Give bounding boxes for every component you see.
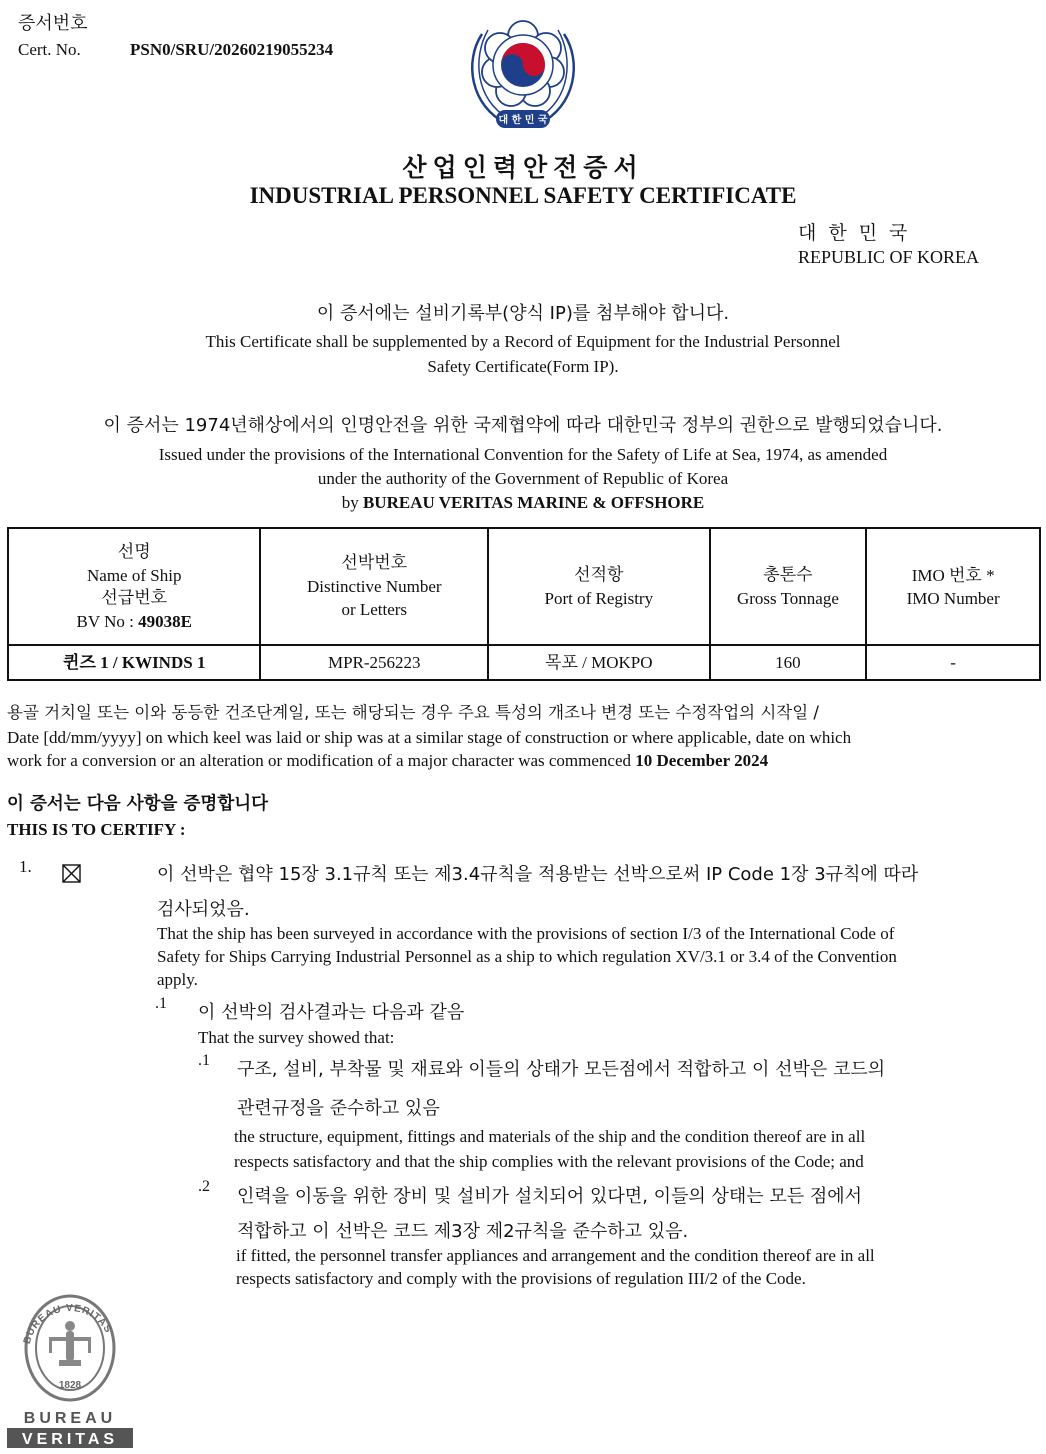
logo-word-bureau: BUREAU [23,1410,117,1427]
keel-date-en-line2-text: work for a conversion or an alteration or modification of a major character was commenced [7,751,632,770]
sub1-item1-en-line1: the structure, equipment, fittings and materials of the ship and the condition thereof are in all [234,1127,866,1146]
gross-tonnage-ko: 총톤수 [763,564,813,585]
issuance-by: by [341,493,359,512]
table-header-row [8,528,1040,645]
sub1-item1-en-line2: respects satisfactory and that the ship complies with the relevant provisions of the Code; and [234,1152,864,1171]
korea-emblem-icon [462,6,584,134]
sub1-item2-ko-line1: 인력을 이동을 위한 장비 및 설비가 설치되어 있다면, 이들의 상태는 모든 점에서 [237,1186,863,1207]
imo-number-en: IMO Number [906,588,1000,608]
item1-en-line3: apply. [157,970,198,989]
sub1-item1-ko-line2: 관련규정을 준수하고 있음 [237,1098,440,1119]
item1-en-line1: That the ship has been surveyed in accordance with the provisions of section I/3 of the International Code of [157,924,895,943]
sub1-item1-number: .1 [198,1052,210,1069]
imo-number-ko: IMO 번호 * [911,565,995,585]
country-ko: 대한민국 [798,222,920,244]
header-distinctive-number [260,528,488,645]
issuance-en-line1: Issued under the provisions of the International Convention for the Safety of Life at Sea, 1974, as amended [158,445,888,464]
header-gross-tonnage [710,528,867,645]
sub1-item1-ko-line1: 구조, 설비, 부착물 및 재료와 이들의 상태가 모든점에서 적합하고 이 선박은 코드의 [237,1059,886,1080]
port-of-registry-ko: 선적항 [574,564,624,585]
keel-date-ko: 용골 거치일 또는 이와 동등한 건조단계일, 또는 해당되는 경우 주요 특성의 개조나 변경 또는 수정작업의 시작일 / [7,703,819,722]
supplement-en-line2: Safety Certificate(Form IP). [427,357,619,376]
distinctive-number-en2: or Letters [341,600,408,619]
name-of-ship-en: Name of Ship [87,565,182,585]
supplement-ko: 이 증서에는 설비기록부(양식 IP)를 첨부해야 합니다. [316,303,730,324]
name-of-ship-ko: 선명 [117,541,151,562]
issuing-organization: BUREAU VERITAS MARINE & OFFSHORE [362,493,705,512]
bv-number-value: 49038E [138,611,192,631]
header-name-of-ship [8,528,260,645]
item1-ko-line2: 검사되었음. [157,899,250,920]
port-of-registry-en: Port of Registry [544,588,654,608]
sub1-item2-ko-line2: 적합하고 이 선박은 코드 제3장 제2규칙을 준수하고 있음. [237,1221,689,1242]
gross-tonnage-value: 160 [710,645,867,680]
header-port-of-registry [488,528,710,645]
logo-word-veritas: VERITAS [21,1431,119,1448]
class-number-ko: 선급번호 [101,587,168,608]
table-row [8,645,1040,680]
cert-no-label-ko: 증서번호 [18,13,88,34]
port-of-registry-cell [488,645,710,680]
ship-particulars-table [7,527,1041,681]
issuance-en-line2: under the authority of the Government of Republic of Korea [317,469,729,488]
title-en: INDUSTRIAL PERSONNEL SAFETY CERTIFICATE [249,183,797,208]
port-value-ko: 목포 [545,652,578,673]
ship-name-ko: 퀸즈 [63,652,96,673]
header-imo-number [866,528,1040,645]
logo-ring-text: BUREAU VERITAS [21,1302,114,1346]
country-en: REPUBLIC OF KOREA [798,247,980,267]
issuance-en-line3 [0,493,1046,513]
sub1-number: .1 [155,995,167,1012]
logo-year: 1828 [58,1380,82,1391]
keel-date-en-line2 [7,751,768,771]
sub1-en: That the survey showed that: [198,1028,395,1047]
item1-ko-line1: 이 선박은 협약 15장 3.1규칙 또는 제3.4규칙을 적용받는 선박으로써 IP Code 1장 3규칙에 따라 [157,864,919,885]
title-ko: 산업인력안전증서 [402,153,644,182]
distinctive-number-ko: 선박번호 [341,553,408,573]
keel-date-en-line1: Date [dd/mm/yyyy] on which keel was laid or ship was at a similar stage of construction or where applicable, date on which [7,728,852,747]
bv-number-label: BV No : [76,611,134,631]
cert-no-label-en: Cert. No. [18,40,81,59]
sub1-item2-en-line2: respects satisfactory and comply with the provisions of regulation III/2 of the Code. [236,1269,806,1288]
sub1-item2-number: .2 [198,1178,210,1195]
port-value-en: / MOKPO [582,652,653,672]
distinctive-number-en1: Distinctive Number [306,577,442,596]
ship-name-en: 1 / KWINDS 1 [100,652,206,672]
keel-date-value: 10 December 2024 [635,751,769,770]
sub1-item2-en-line1: if fitted, the personnel transfer appliances and arrangement and the condition thereof are in all [236,1246,875,1265]
supplement-en-line1: This Certificate shall be supplemented by a Record of Equipment for the Industrial Personnel [205,332,841,351]
cert-no-value: PSN0/SRU/20260219055234 [130,40,334,59]
emblem-text: 대 한 민 국 [498,115,548,126]
ship-name-cell [8,645,260,680]
checked-box-icon[interactable] [62,864,81,883]
item1-number: 1. [19,857,32,876]
sub1-ko: 이 선박의 검사결과는 다음과 같음 [198,1002,465,1023]
item1-en-line2: Safety for Ships Carrying Industrial Personnel as a ship to which regulation XV/3.1 or 3.4 of the Convention [157,947,897,966]
gross-tonnage-en: Gross Tonnage [736,588,839,608]
distinctive-number-value: MPR-256223 [260,645,488,680]
imo-number-value: - [866,645,1040,680]
certify-heading-en: THIS IS TO CERTIFY : [7,820,186,839]
certify-heading-ko: 이 증서는 다음 사항을 증명합니다 [7,794,269,814]
issuance-ko: 이 증서는 1974년해상에서의 인명안전을 위한 국제협약에 따라 대한민국 정부의 권한으로 발행되었습니다. [103,415,943,436]
bv-number [13,610,255,633]
bureau-veritas-logo-icon [5,1290,135,1450]
